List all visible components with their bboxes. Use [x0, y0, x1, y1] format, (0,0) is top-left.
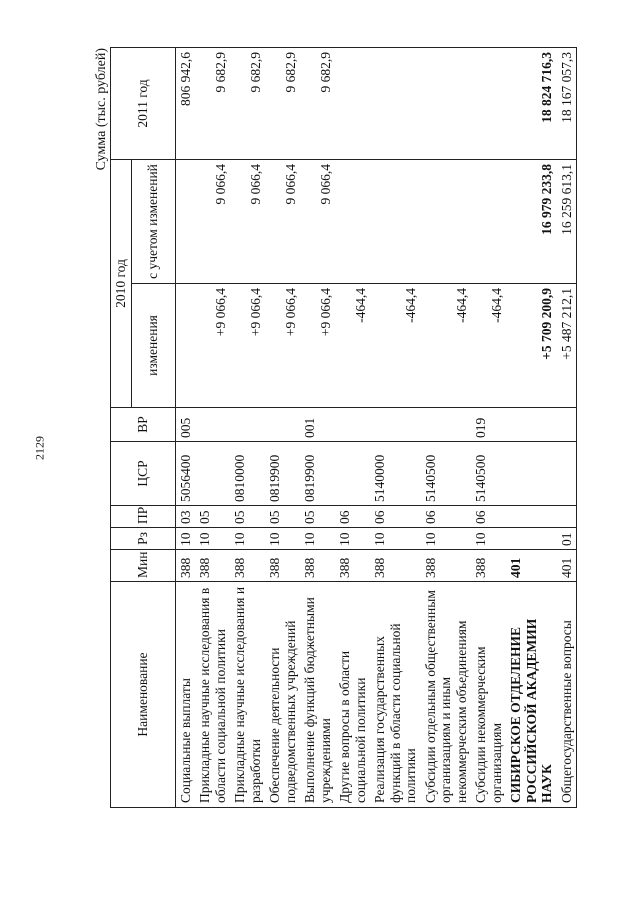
page-number [28, 436, 52, 460]
cell-with-changes: 16 259 613,1 [557, 160, 577, 284]
cell-rz: 10 [421, 528, 472, 550]
cell-vr [230, 408, 265, 442]
cell-pr [557, 506, 577, 528]
cell-vr: 001 [300, 408, 335, 442]
table-row [265, 48, 300, 808]
units-label: Сумма (тыс. рублей) [94, 48, 109, 171]
cell-y2011: 806 942,6 [175, 48, 195, 160]
cell-pr [506, 506, 557, 528]
cell-vr [370, 408, 421, 442]
cell-min: 401 [506, 550, 557, 582]
cell-rz: 10 [195, 528, 230, 550]
cell-y2011: 9 682,9 [265, 48, 300, 160]
cell-changes: -464,4 [421, 284, 472, 408]
cell-with-changes: 9 066,4 [300, 160, 335, 284]
cell-name: Субсидии некоммерческим организациям [471, 582, 506, 808]
cell-y2011: 18 167 057,3 [557, 48, 577, 160]
cell-csr [506, 442, 557, 506]
cell-min: 388 [300, 550, 335, 582]
cell-vr: 019 [471, 408, 506, 442]
table-header [111, 48, 176, 808]
cell-y2011: 9 682,9 [300, 48, 335, 160]
cell-csr: 5056400 [175, 442, 195, 506]
cell-with-changes: 9 066,4 [265, 160, 300, 284]
cell-rz: 10 [335, 528, 370, 550]
cell-rz: 10 [370, 528, 421, 550]
cell-y2011: 18 824 716,3 [506, 48, 557, 160]
cell-name: Обеспечение деятельности подведомственных учреждений [265, 582, 300, 808]
cell-pr: 06 [335, 506, 370, 528]
cell-name: Социальные выплаты [175, 582, 195, 808]
table-row [175, 48, 195, 808]
cell-changes: +9 066,4 [265, 284, 300, 408]
cell-y2011: 9 682,9 [230, 48, 265, 160]
header-name: Наименование [111, 582, 176, 808]
header-with-changes: с учетом изменений [131, 160, 175, 284]
table-row [506, 48, 557, 808]
cell-pr: 05 [300, 506, 335, 528]
cell-vr [265, 408, 300, 442]
table-row [557, 48, 577, 808]
cell-with-changes [370, 160, 421, 284]
cell-name: Субсидии отдельным общественным организациям и иным некоммерческим объединениям [421, 582, 472, 808]
header-min: Мин [111, 550, 176, 582]
cell-changes: +9 066,4 [300, 284, 335, 408]
cell-with-changes [421, 160, 472, 284]
table-row [335, 48, 370, 808]
cell-changes: -464,4 [335, 284, 370, 408]
cell-vr [195, 408, 230, 442]
cell-y2011 [471, 48, 506, 160]
table-row [370, 48, 421, 808]
table-row [230, 48, 265, 808]
header-pr: ПР [111, 506, 176, 528]
cell-min: 388 [265, 550, 300, 582]
cell-vr [557, 408, 577, 442]
cell-rz: 10 [265, 528, 300, 550]
cell-pr: 05 [230, 506, 265, 528]
cell-name: Другие вопросы в области социальной политики [335, 582, 370, 808]
table-row [421, 48, 472, 808]
cell-csr: 0810000 [230, 442, 265, 506]
cell-changes: +9 066,4 [230, 284, 265, 408]
table-body [175, 48, 577, 808]
cell-csr [195, 442, 230, 506]
cell-pr: 05 [265, 506, 300, 528]
cell-min: 388 [421, 550, 472, 582]
cell-csr [335, 442, 370, 506]
cell-name: Общегосударственные вопросы [557, 582, 577, 808]
cell-rz [506, 528, 557, 550]
cell-min: 388 [175, 550, 195, 582]
cell-changes: +5 487 212,1 [557, 284, 577, 408]
cell-csr: 5140500 [421, 442, 472, 506]
cell-with-changes [175, 160, 195, 284]
header-rz: Рз [111, 528, 176, 550]
cell-csr: 5140500 [471, 442, 506, 506]
cell-rz: 10 [175, 528, 195, 550]
cell-csr: 5140000 [370, 442, 421, 506]
cell-changes: -464,4 [370, 284, 421, 408]
cell-with-changes: 9 066,4 [230, 160, 265, 284]
cell-rz: 10 [471, 528, 506, 550]
header-2010: 2010 год [111, 160, 132, 408]
cell-with-changes [471, 160, 506, 284]
header-2011: 2011 год [111, 48, 176, 160]
cell-pr: 06 [421, 506, 472, 528]
cell-pr: 06 [471, 506, 506, 528]
cell-with-changes: 9 066,4 [195, 160, 230, 284]
header-changes: изменения [131, 284, 175, 408]
page-number-text: 2129 [32, 436, 47, 460]
cell-with-changes [335, 160, 370, 284]
cell-vr [421, 408, 472, 442]
cell-pr: 03 [175, 506, 195, 528]
cell-changes: -464,4 [471, 284, 506, 408]
cell-rz: 01 [557, 528, 577, 550]
table-row [195, 48, 230, 808]
header-csr: ЦСР [111, 442, 176, 506]
header-vr: ВР [111, 408, 176, 442]
cell-min: 388 [335, 550, 370, 582]
cell-y2011 [421, 48, 472, 160]
cell-min: 388 [195, 550, 230, 582]
cell-changes [175, 284, 195, 408]
cell-y2011 [335, 48, 370, 160]
budget-table [110, 47, 577, 808]
cell-vr [335, 408, 370, 442]
cell-pr: 06 [370, 506, 421, 528]
cell-y2011 [370, 48, 421, 160]
cell-name: Выполнение функций бюджетными учреждениями [300, 582, 335, 808]
cell-csr: 0819900 [300, 442, 335, 506]
cell-min: 388 [370, 550, 421, 582]
cell-y2011: 9 682,9 [195, 48, 230, 160]
cell-name: СИБИРСКОЕ ОТДЕЛЕНИЕ РОССИЙСКОЙ АКАДЕМИИ НАУК [506, 582, 557, 808]
cell-name: Реализация государственных функций в области социальной политики [370, 582, 421, 808]
cell-with-changes: 16 979 233,8 [506, 160, 557, 284]
budget-table-rotated [94, 48, 584, 808]
cell-csr [557, 442, 577, 506]
cell-vr [506, 408, 557, 442]
cell-pr: 05 [195, 506, 230, 528]
cell-min: 388 [471, 550, 506, 582]
table-row [471, 48, 506, 808]
cell-csr: 0819900 [265, 442, 300, 506]
cell-rz: 10 [300, 528, 335, 550]
cell-changes: +9 066,4 [195, 284, 230, 408]
cell-name: Прикладные научные исследования и разработки [230, 582, 265, 808]
cell-rz: 10 [230, 528, 265, 550]
cell-name: Прикладные научные исследования в области социальной политики [195, 582, 230, 808]
cell-min: 388 [230, 550, 265, 582]
cell-changes: +5 709 200,9 [506, 284, 557, 408]
cell-min: 401 [557, 550, 577, 582]
cell-vr: 005 [175, 408, 195, 442]
table-row [300, 48, 335, 808]
